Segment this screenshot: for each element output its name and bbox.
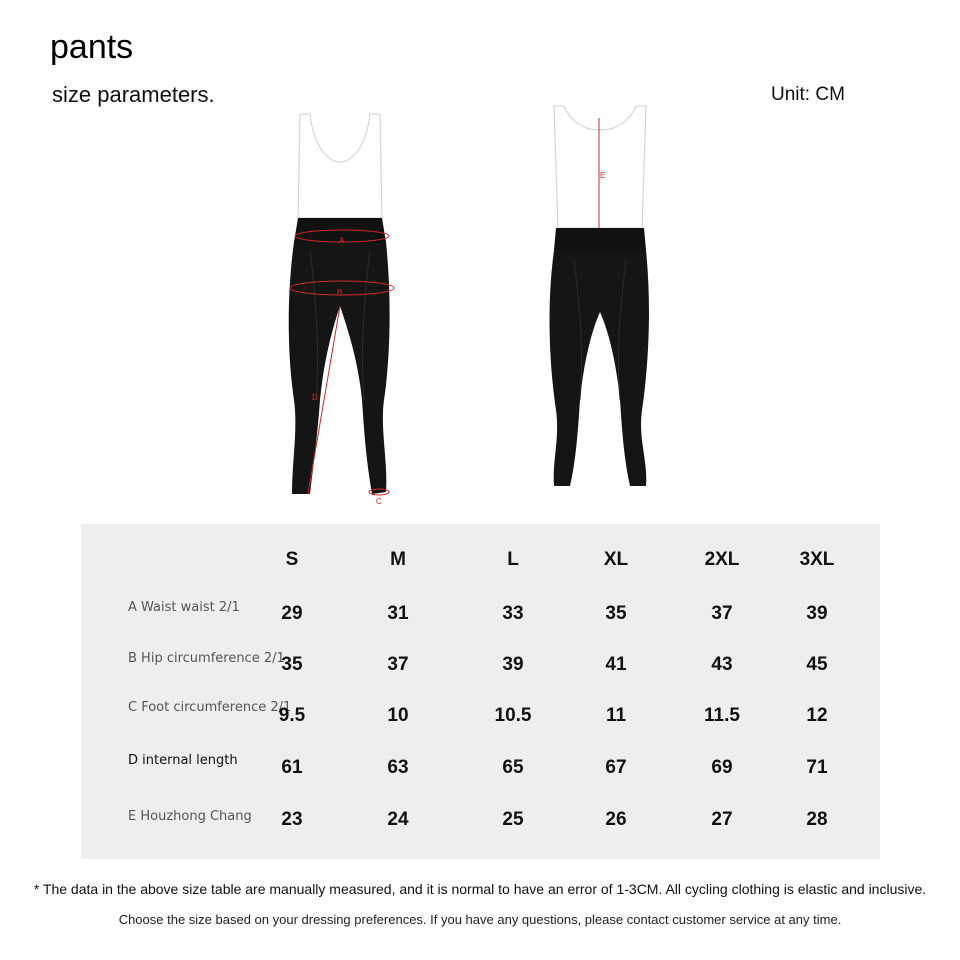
table-cell: 35 bbox=[281, 654, 303, 675]
table-cell: 11.5 bbox=[704, 705, 740, 726]
page-title: pants bbox=[50, 28, 134, 66]
size-header-s: S bbox=[285, 549, 299, 570]
back-bib-upper bbox=[554, 106, 646, 228]
table-cell: 45 bbox=[806, 654, 828, 675]
size-header-m: M bbox=[390, 549, 406, 570]
back-view-image bbox=[530, 100, 670, 500]
marker-d: D bbox=[312, 393, 318, 402]
back-legs bbox=[550, 250, 649, 486]
footnote-advice: Choose the size based on your dressing preferences. If you have any questions, please contact customer service at any time. bbox=[118, 912, 842, 927]
row-label: C Foot circumference 2/1 bbox=[128, 700, 292, 715]
table-cell: 39 bbox=[502, 654, 524, 675]
table-cell: 11 bbox=[605, 705, 627, 726]
table-cell: 63 bbox=[387, 757, 409, 778]
table-cell: 10.5 bbox=[494, 705, 532, 726]
row-label: D internal length bbox=[128, 753, 238, 768]
size-header-2xl: 2XL bbox=[704, 549, 740, 570]
front-view-image bbox=[270, 100, 410, 510]
table-cell: 71 bbox=[806, 757, 828, 778]
size-header-l: L bbox=[507, 549, 519, 570]
table-cell: 37 bbox=[711, 603, 733, 624]
row-label: A Waist waist 2/1 bbox=[128, 600, 240, 615]
marker-c: C bbox=[376, 497, 382, 506]
back-waistband bbox=[554, 228, 646, 250]
table-cell: 28 bbox=[806, 809, 828, 830]
table-cell: 65 bbox=[502, 757, 524, 778]
footnote-measurement: * The data in the above size table are manually measured, and it is normal to have an error of 1-3CM. All cycling clothing is elastic and inclusive. bbox=[33, 881, 927, 897]
table-cell: 29 bbox=[281, 603, 303, 624]
table-cell: 31 bbox=[387, 603, 409, 624]
row-label: E Houzhong Chang bbox=[128, 809, 252, 824]
table-cell: 27 bbox=[711, 809, 733, 830]
table-cell: 9.5 bbox=[278, 705, 306, 726]
table-cell: 69 bbox=[711, 757, 733, 778]
table-cell: 43 bbox=[711, 654, 733, 675]
table-cell: 39 bbox=[806, 603, 828, 624]
table-cell: 37 bbox=[387, 654, 409, 675]
size-header-xl: XL bbox=[603, 549, 629, 570]
table-cell: 23 bbox=[281, 809, 303, 830]
front-bib-upper bbox=[298, 114, 382, 218]
table-cell: 41 bbox=[605, 654, 627, 675]
table-cell: 25 bbox=[502, 809, 524, 830]
table-cell: 61 bbox=[281, 757, 303, 778]
page-subtitle: size parameters. bbox=[52, 82, 215, 107]
table-cell: 26 bbox=[605, 809, 627, 830]
front-legs bbox=[289, 242, 390, 494]
table-cell: 10 bbox=[387, 705, 409, 726]
row-label: B Hip circumference 2/1 bbox=[128, 651, 285, 666]
table-cell: 24 bbox=[387, 809, 409, 830]
unit-label: Unit: CM bbox=[771, 84, 845, 105]
table-cell: 67 bbox=[605, 757, 627, 778]
marker-a: A bbox=[339, 236, 345, 245]
table-cell: 12 bbox=[806, 705, 828, 726]
marker-b: B bbox=[337, 288, 343, 297]
size-header-3xl: 3XL bbox=[799, 549, 835, 570]
table-cell: 35 bbox=[605, 603, 627, 624]
table-cell: 33 bbox=[502, 603, 524, 624]
marker-e: E bbox=[600, 171, 606, 180]
